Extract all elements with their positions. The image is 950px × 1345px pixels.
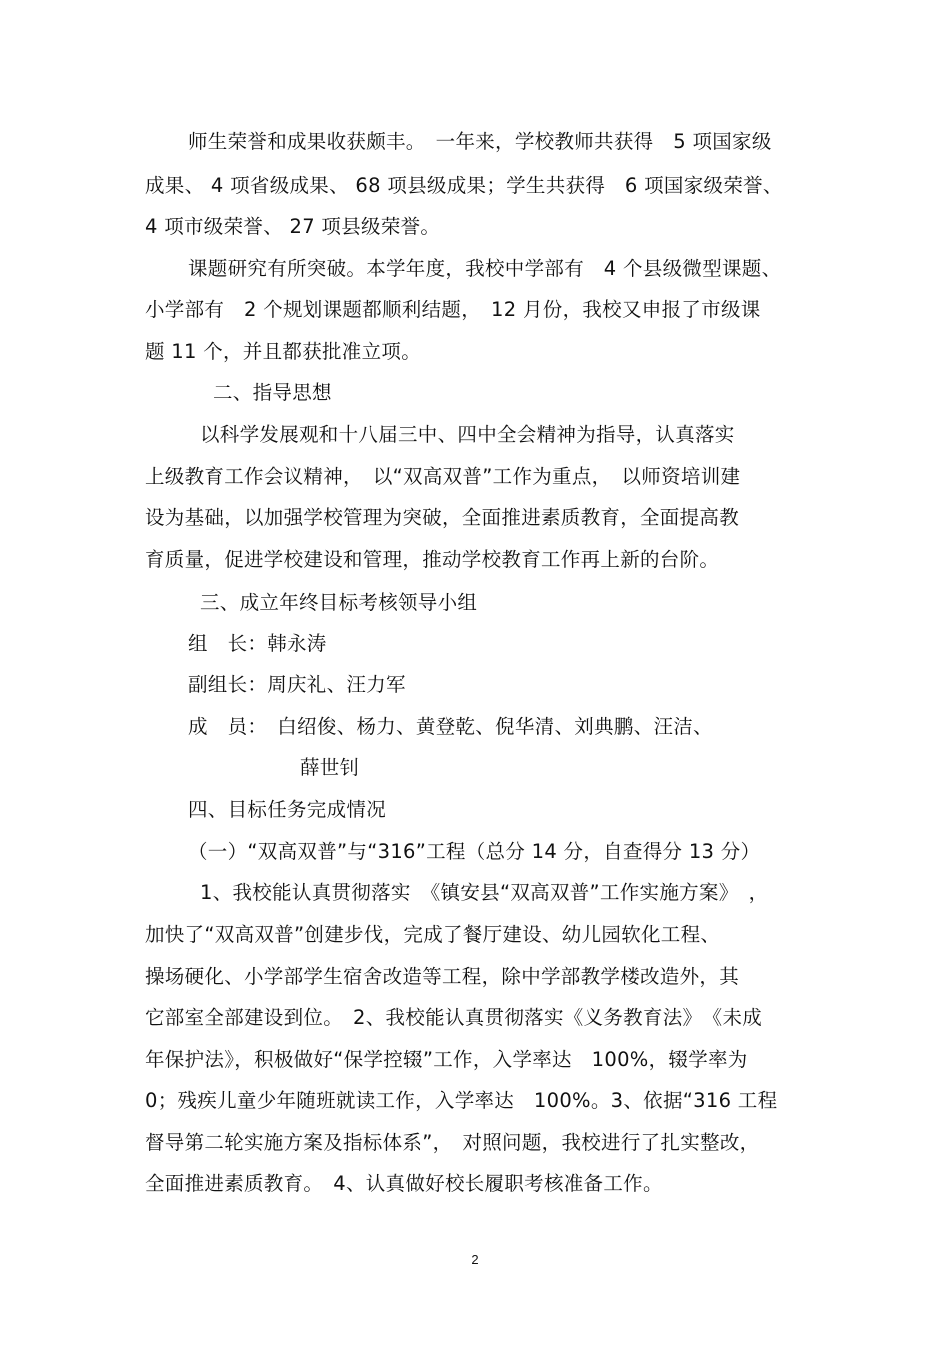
body-text-line: 加快了“双高双普”创建步伐，完成了餐厅建设、幼儿园软化工程、 [145, 923, 721, 946]
deputy-leader-line: 副组长：周庆礼、汪力军 [188, 673, 406, 696]
section-heading: 三、成立年终目标考核领导小组 [200, 591, 478, 614]
body-text-line: 督导第二轮实施方案及指标体系”， 对照问题，我校进行了扎实整改， [145, 1131, 760, 1154]
section-heading: 二、指导思想 [213, 381, 332, 404]
body-text-line: 小学部有 2 个规划课题都顺利结题， 12 月份，我校又申报了市级课 [145, 298, 761, 321]
members-line-continued: 薛世钊 [300, 756, 360, 779]
body-text-line: 设为基础，以加强学校管理为突破，全面推进素质教育，全面提高教 [145, 506, 740, 529]
body-text-line: 它部室全部建设到位。 2、我校能认真贯彻落实《义务教育法》 《未成 [145, 1006, 763, 1029]
page-number: 2 [471, 1252, 479, 1267]
subsection-heading: （一）“双高双普”与“316”工程（总分 14 分，自查得分 13 分） [188, 840, 761, 863]
body-text-line: 年保护法》，积极做好“保学控辍”工作，入学率达 100%，辍学率为 [145, 1048, 748, 1071]
body-text-line: 题 11 个，并且都获批准立项。 [145, 340, 422, 363]
group-leader-line: 组 长：韩永涛 [188, 632, 327, 655]
members-line: 成 员： 白绍俊、杨力、黄登乾、倪华清、刘典鹏、汪洁、 [188, 715, 713, 738]
body-text-line: 上级教育工作会议精神， 以“双高双普”工作为重点， 以师资培训建 [145, 465, 741, 488]
body-text-line: 0；残疾儿童少年随班就读工作，入学率达 100%。3、依据“316 工程 [145, 1089, 778, 1112]
body-text-line: 全面推进素质教育。 4、认真做好校长履职考核准备工作。 [145, 1172, 663, 1195]
section-heading: 四、目标任务完成情况 [188, 798, 387, 821]
body-text-line: 1、我校能认真贯彻落实 《镇安县“双高双普”工作实施方案》 ， [200, 881, 769, 904]
body-text-line: 课题研究有所突破。本学年度，我校中学部有 4 个县级微型课题、 [188, 257, 782, 280]
body-text-line: 4 项市级荣誉、 27 项县级荣誉。 [145, 215, 441, 238]
body-text-line: 成果、 4 项省级成果、 68 项县级成果；学生共获得 6 项国家级荣誉、 [145, 174, 783, 197]
body-text-line: 师生荣誉和成果收获颇丰。 一年来，学校教师共获得 5 项国家级 [188, 130, 772, 153]
body-text-line: 操场硬化、小学部学生宿舍改造等工程，除中学部教学楼改造外，其 [145, 965, 740, 988]
body-text-line: 育质量，促进学校建设和管理，推动学校教育工作再上新的台阶。 [145, 548, 720, 571]
body-text-line: 以科学发展观和十八届三中、四中全会精神为指导，认真落实 [200, 423, 735, 446]
